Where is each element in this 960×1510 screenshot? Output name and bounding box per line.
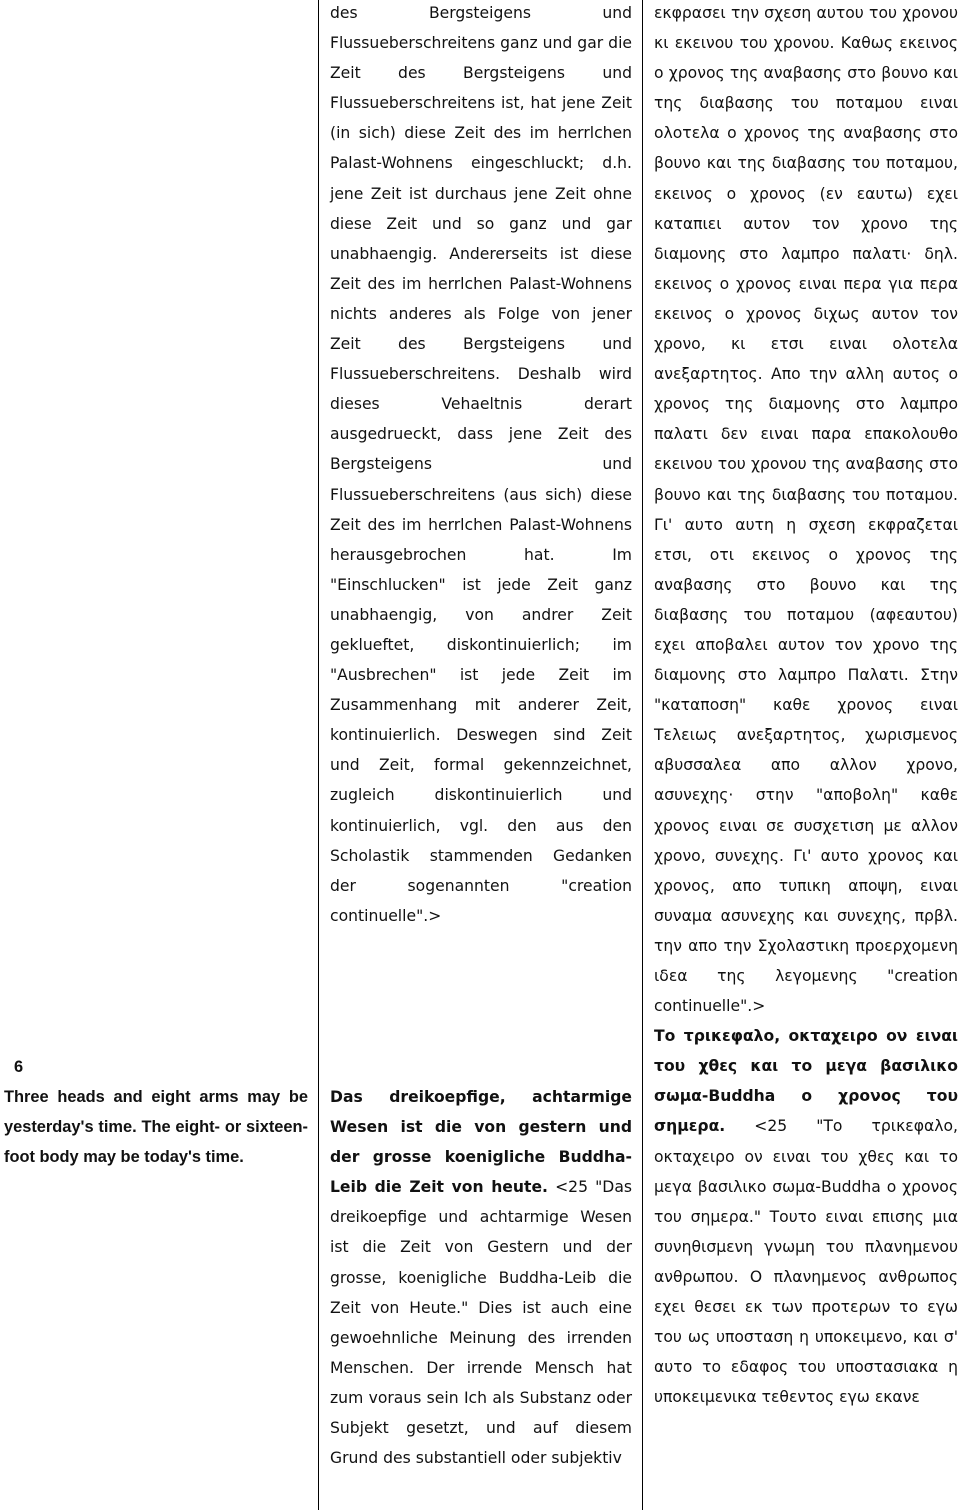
section-number: 6 xyxy=(14,1058,24,1076)
german-bottom-cell xyxy=(319,1082,642,1473)
german-commentary: <25 "Das dreikoepfige und achtarmige Wesen ist die Zeit von Gestern und der grosse, koenigliche Buddha-Leib die Zeit von Heute." Dies ist auch eine gewoehnliche Meinung des irrenden Menschen. Der irrende Mensch hat zum voraus sein Ich als Substanz oder Subjekt gesetzt, und auf diesem Grund des substantiell oder subjektiv xyxy=(330,1178,632,1468)
greek-cell xyxy=(643,0,960,1412)
english-cell xyxy=(0,1052,318,1172)
greek-bold-sentence: Το τρικεφαλο, οκταχειρο ον ειναι του χθες και το μεγα βασιλικο σωμα-Buddha ο χρονος του σημερα. xyxy=(654,1027,958,1136)
greek-paragraph-bottom xyxy=(643,1021,960,1412)
greek-commentary: <25 "Το τρικεφαλο, οκταχειρο ον ειναι του χθες και το μεγα βασιλικο σωμα-Buddha ο χρονος του σημερα." Τουτο ειναι επισης μια συνηθισμενη γνωμη του πλανημενου ανθρωπου. Ο πλανημενος ανθρωπος εχει θεσει εκ των προτερων το εγω του ως υποσταση η υποκειμενο, και σ' αυτο το εδαφος του υποστασιακα η υποκειμενικα τεθεντος εγω εκανε xyxy=(654,1117,958,1407)
english-column xyxy=(0,0,318,1510)
greek-paragraph-top: εκφρασει την σχεση αυτου του χρονου κι εκεινου του χρονου. Καθως εκεινος ο χρονος της αναβασης στο βουνο και της διαβασης του ποταμου ειναι ολοτελα ο χρονος της αναβασης στο βουνο και της διαβασης του ποταμου, εκεινος ο χρονος (εν εαυτω) εχει καταπιει αυτον τον χρονο της διαμονης στο λαμπρο παλατι· δηλ. εκεινος ο χρονος ειναι περα για περα εκεινος ο χρονος διχως αυτον τον χρονο, κι ετσι ειναι ολοτελα ανεξαρτητος. Απο την αλλη αυτος ο χρονος της διαμονης στο λαμπρο παλατι δεν ειναι παρα επακολουθο εκεινου του χρονου της αναβασης στο βουνο και της διαβασης του ποταμου. Γι' αυτο αυτη η σχεση εκφραζεται ετσι, οτι εκεινος ο χρονος της αναβασης στο βουνο και της διαβασης του ποταμου (αφεαυτου) εχει αποβαλει αυτον τον χρονο της διαμονης στο λαμπρο Παλατι. Στην "καταποση" καθε χρονος ειναι Τελειως ανεξαρτητος, χωρισμενος αβυσσαλεα απο αλλον χρονο, ασυνεχης· στην "αποβολη" καθε χρονος ειναι σε συσχετιση με αλλον χρονο, συνεχης. Γι' αυτο χρονος και χρονος, απο τυπικη αποψη, ειναι συναμα ασυνεχης και συνεχης, πρβλ. την απο την Σχολαστικη προερχομενη ιδεα της λεγομενης "creation continuelle".> xyxy=(654,4,958,1016)
english-paragraph: Three heads and eight arms may be yesterday's time. The eight- or sixteen-foot body may be today's time. xyxy=(4,1088,308,1167)
german-paragraph-bottom xyxy=(319,1082,642,1473)
german-top-cell xyxy=(319,0,642,931)
german-paragraph-top: des Bergsteigens und Flussueberschreitens ganz und gar die Zeit des Bergsteigens und Flussueberschreitens ist, hat jene Zeit (in sich) diese Zeit des im herrlchen Palast-Wohnens eingeschluckt; d.h. jene Zeit ist durchaus jene Zeit ohne diese Zeit und so ganz und gar unabhaengig. Andererseits ist diese Zeit des im herrlchen Palast-Wohnens nichts anderes als Folge von jener Zeit des Bergsteigens und Flussueberschreitens. Deshalb wird dieses Vehaeltnis derart ausgedrueckt, dass jene Zeit des Bergsteigens und Flussueberschreitens (aus sich) diese Zeit des im herrlchen Palast-Wohnens herausgebrochen hat. Im "Einschlucken" ist jede Zeit ganz unabhaengig, von andrer Zeit geklueftet, diskontinuierlich; im "Ausbrechen" ist jede Zeit im Zusammenhang mit anderer Zeit, kontinuierlich. Deswegen sind Zeit und Zeit, formal gekennzeichnet, zugleich diskontinuierlich und kontinuierlich, vgl. den aus den Scholastik stammenden Gedanken der sogenannten "creation continuelle".> xyxy=(330,4,632,925)
german-column xyxy=(318,0,643,1510)
greek-column xyxy=(643,0,960,1510)
german-bold-sentence: Das dreikoepfige, achtarmige Wesen ist die von gestern und der grosse koenigliche Buddha-Leib die Zeit von heute. xyxy=(330,1088,632,1197)
